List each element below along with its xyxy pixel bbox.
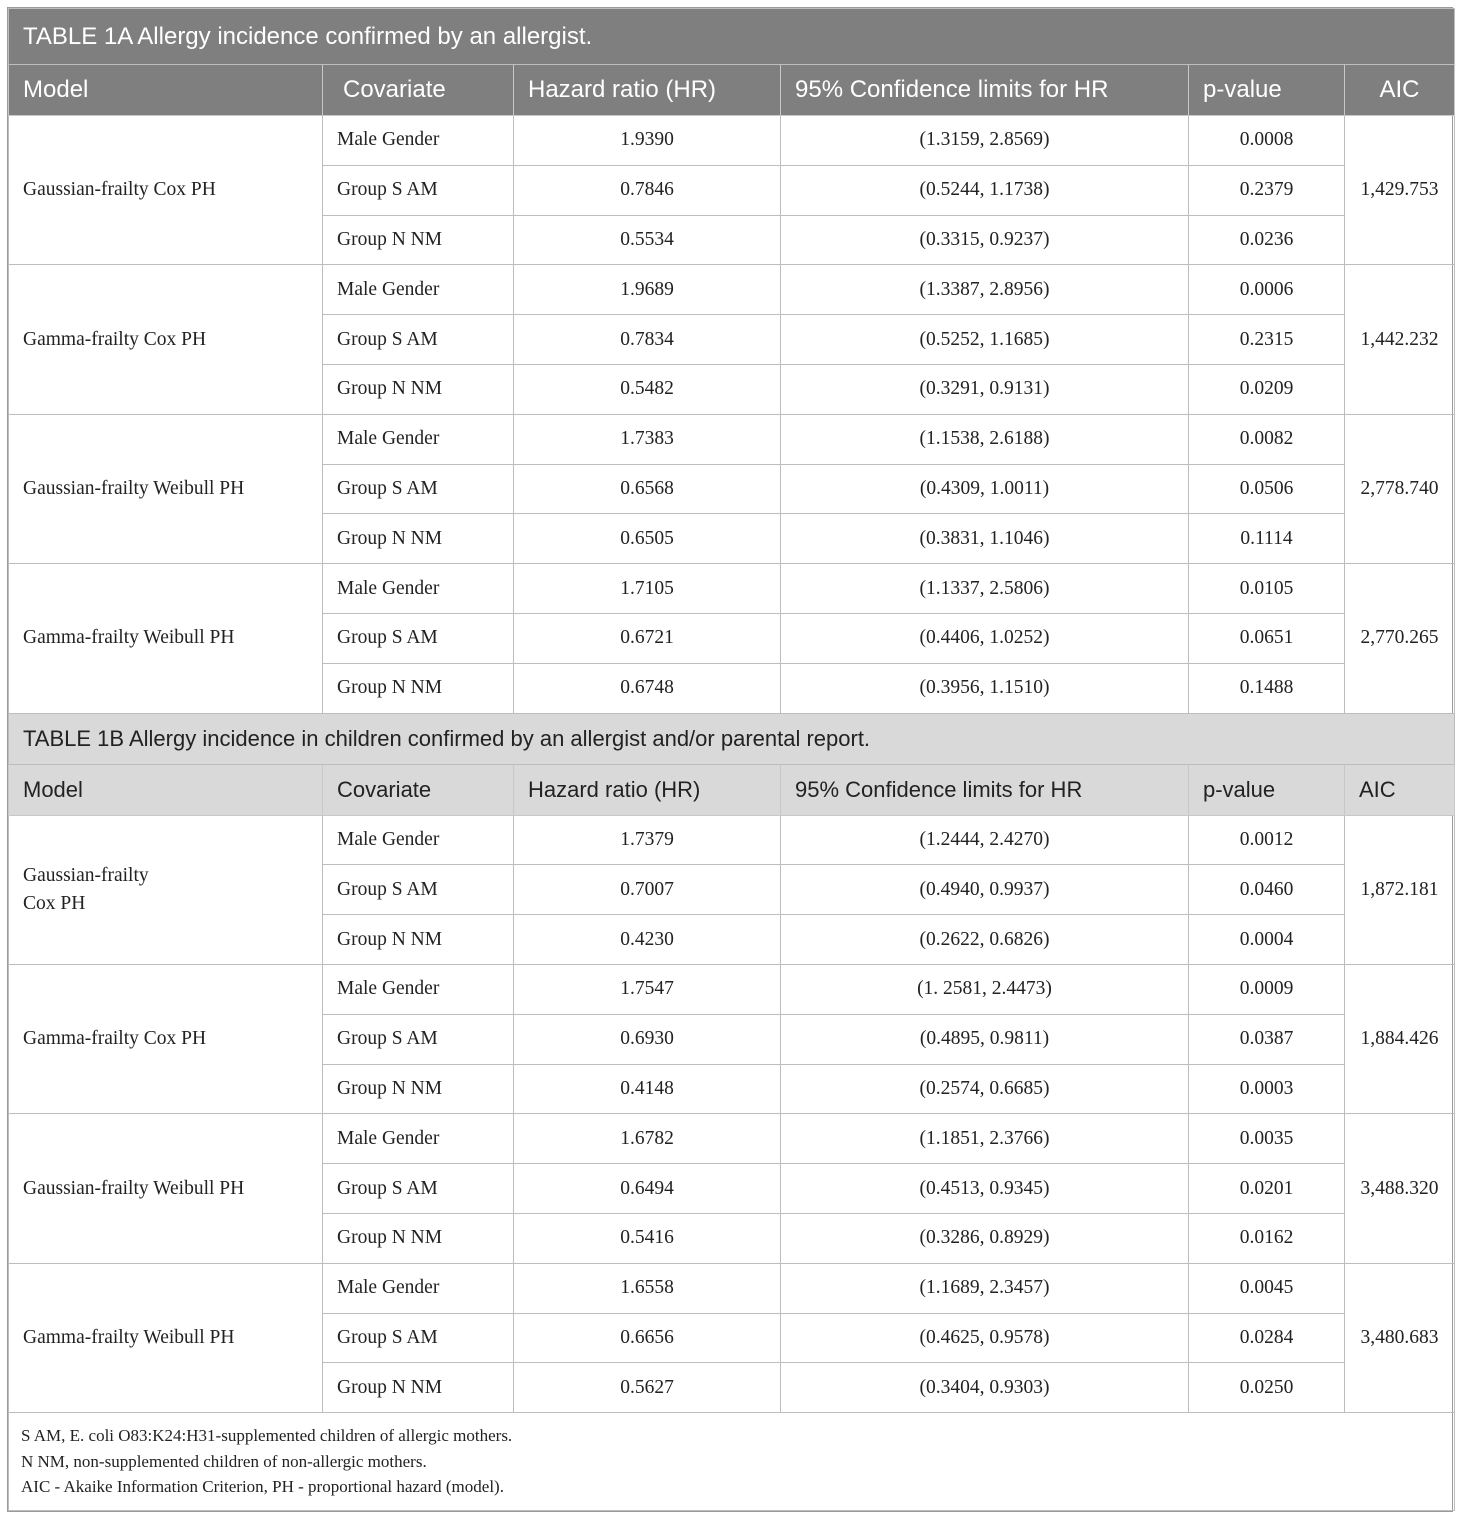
p-value-cell: 0.0045 (1189, 1263, 1345, 1313)
footnote-s-am: S AM, E. coli O83:K24:H31-supplemented children of allergic mothers. (21, 1426, 513, 1446)
hazard-ratio-cell: 1.7547 (514, 964, 781, 1014)
hazard-ratio-cell: 0.5627 (514, 1363, 781, 1413)
confidence-limits-cell: (1.1337, 2.5806) (781, 564, 1189, 614)
hazard-ratio-cell: 0.6930 (514, 1014, 781, 1064)
model-name-cell: Gaussian-frailty Weibull PH (9, 1114, 323, 1263)
p-value-cell: 0.2315 (1189, 315, 1345, 365)
hazard-ratio-cell: 0.6721 (514, 613, 781, 663)
column-header-aic: AIC (1345, 764, 1455, 815)
confidence-limits-cell: (0.3291, 0.9131) (781, 364, 1189, 414)
hazard-ratio-cell: 1.6558 (514, 1263, 781, 1313)
covariate-cell: Group S AM (323, 1014, 514, 1064)
aic-cell: 1,442.232 (1345, 265, 1455, 414)
confidence-limits-cell: (0.2622, 0.6826) (781, 915, 1189, 965)
table-1a-title: TABLE 1A Allergy incidence confirmed by an allergist. (9, 9, 1455, 65)
aic-cell: 1,429.753 (1345, 116, 1455, 265)
column-header-confidence-limits: 95% Confidence limits for HR (781, 764, 1189, 815)
p-value-cell: 0.0012 (1189, 815, 1345, 865)
confidence-limits-cell: (0.4406, 1.0252) (781, 613, 1189, 663)
hazard-ratio-cell: 0.4148 (514, 1064, 781, 1114)
footnote-n-nm: N NM, non-supplemented children of non-allergic mothers. (21, 1451, 427, 1471)
model-name-line: Cox PH (23, 892, 86, 914)
aic-cell: 2,770.265 (1345, 564, 1455, 713)
confidence-limits-cell: (1.2444, 2.4270) (781, 815, 1189, 865)
confidence-limits-cell: (1.1689, 2.3457) (781, 1263, 1189, 1313)
hazard-ratio-cell: 0.7834 (514, 315, 781, 365)
p-value-cell: 0.0006 (1189, 265, 1345, 315)
hazard-ratio-cell: 0.5482 (514, 364, 781, 414)
confidence-limits-cell: (0.2574, 0.6685) (781, 1064, 1189, 1114)
hazard-ratio-cell: 0.6656 (514, 1313, 781, 1363)
hazard-ratio-cell: 0.6494 (514, 1164, 781, 1214)
confidence-limits-cell: (0.3315, 0.9237) (781, 215, 1189, 265)
hazard-ratio-cell: 0.6505 (514, 514, 781, 564)
p-value-cell: 0.0009 (1189, 964, 1345, 1014)
covariate-cell: Group N NM (323, 364, 514, 414)
model-name-cell: Gaussian-frailty Weibull PH (9, 414, 323, 563)
covariate-cell: Group S AM (323, 464, 514, 514)
covariate-cell: Group N NM (323, 663, 514, 713)
p-value-cell: 0.0162 (1189, 1213, 1345, 1263)
table-row (9, 964, 1455, 1014)
p-value-cell: 0.0003 (1189, 1064, 1345, 1114)
covariate-cell: Group S AM (323, 865, 514, 915)
column-header-covariate: Covariate (323, 65, 514, 116)
confidence-limits-cell: (0.3831, 1.1046) (781, 514, 1189, 564)
hazard-ratio-cell: 0.7007 (514, 865, 781, 915)
covariate-cell: Group S AM (323, 1313, 514, 1363)
hazard-ratio-cell: 0.7846 (514, 165, 781, 215)
covariate-cell: Male Gender (323, 1263, 514, 1313)
p-value-cell: 0.0004 (1189, 915, 1345, 965)
hazard-ratio-cell: 0.4230 (514, 915, 781, 965)
covariate-cell: Group S AM (323, 165, 514, 215)
table-row (9, 414, 1455, 464)
model-name-cell: Gamma-frailty Weibull PH (9, 564, 323, 713)
model-name-cell: Gamma-frailty Cox PH (9, 964, 323, 1113)
hazard-ratio-cell: 1.7383 (514, 414, 781, 464)
results-table-container (7, 7, 1453, 1512)
column-header-aic: AIC (1345, 65, 1455, 116)
p-value-cell: 0.0250 (1189, 1363, 1345, 1413)
hazard-ratio-cell: 1.6782 (514, 1114, 781, 1164)
confidence-limits-cell: (0.4895, 0.9811) (781, 1014, 1189, 1064)
covariate-cell: Group N NM (323, 915, 514, 965)
model-name-line: Gaussian-frailty (23, 864, 149, 886)
covariate-cell: Group N NM (323, 215, 514, 265)
model-name-cell: Gamma-frailty Cox PH (9, 265, 323, 414)
covariate-cell: Group S AM (323, 1164, 514, 1214)
p-value-cell: 0.0105 (1189, 564, 1345, 614)
confidence-limits-cell: (0.4513, 0.9345) (781, 1164, 1189, 1214)
hazard-ratio-cell: 1.7105 (514, 564, 781, 614)
hazard-ratio-cell: 1.9390 (514, 116, 781, 166)
aic-cell: 3,480.683 (1345, 1263, 1455, 1412)
confidence-limits-cell: (0.3404, 0.9303) (781, 1363, 1189, 1413)
confidence-limits-cell: (0.3286, 0.8929) (781, 1213, 1189, 1263)
p-value-cell: 0.0506 (1189, 464, 1345, 514)
hazard-ratio-cell: 1.7379 (514, 815, 781, 865)
column-header-hazard-ratio: Hazard ratio (HR) (514, 65, 781, 116)
hazard-ratio-cell: 0.6748 (514, 663, 781, 713)
p-value-cell: 0.0209 (1189, 364, 1345, 414)
table-row (9, 116, 1455, 166)
p-value-cell: 0.0651 (1189, 613, 1345, 663)
table-row (9, 1114, 1455, 1164)
covariate-cell: Male Gender (323, 265, 514, 315)
p-value-cell: 0.0035 (1189, 1114, 1345, 1164)
aic-cell: 1,872.181 (1345, 815, 1455, 964)
table-row (9, 815, 1455, 865)
table-1b-header-row (9, 764, 1455, 815)
hazard-ratio-table (8, 8, 1455, 1511)
confidence-limits-cell: (0.4940, 0.9937) (781, 865, 1189, 915)
aic-cell: 2,778.740 (1345, 414, 1455, 563)
covariate-cell: Male Gender (323, 414, 514, 464)
column-header-model: Model (9, 65, 323, 116)
model-name-cell: Gamma-frailty Weibull PH (9, 1263, 323, 1412)
confidence-limits-cell: (1. 2581, 2.4473) (781, 964, 1189, 1014)
p-value-cell: 0.2379 (1189, 165, 1345, 215)
covariate-cell: Male Gender (323, 564, 514, 614)
aic-cell: 3,488.320 (1345, 1114, 1455, 1263)
confidence-limits-cell: (0.5244, 1.1738) (781, 165, 1189, 215)
hazard-ratio-cell: 0.5416 (514, 1213, 781, 1263)
p-value-cell: 0.0387 (1189, 1014, 1345, 1064)
p-value-cell: 0.1114 (1189, 514, 1345, 564)
footnote-aic-ph: AIC - Akaike Information Criterion, PH - proportional hazard (model). (21, 1477, 504, 1497)
covariate-cell: Group N NM (323, 1064, 514, 1114)
aic-cell: 1,884.426 (1345, 964, 1455, 1113)
p-value-cell: 0.0201 (1189, 1164, 1345, 1214)
covariate-cell: Male Gender (323, 815, 514, 865)
p-value-cell: 0.0008 (1189, 116, 1345, 166)
covariate-cell: Group N NM (323, 1213, 514, 1263)
column-header-hazard-ratio: Hazard ratio (HR) (514, 764, 781, 815)
confidence-limits-cell: (0.5252, 1.1685) (781, 315, 1189, 365)
table-footnotes (9, 1413, 1455, 1511)
column-header-p-value: p-value (1189, 65, 1345, 116)
hazard-ratio-cell: 0.6568 (514, 464, 781, 514)
covariate-cell: Male Gender (323, 1114, 514, 1164)
table-1a-header-row (9, 65, 1455, 116)
column-header-p-value: p-value (1189, 764, 1345, 815)
confidence-limits-cell: (1.3159, 2.8569) (781, 116, 1189, 166)
covariate-cell: Male Gender (323, 964, 514, 1014)
p-value-cell: 0.0082 (1189, 414, 1345, 464)
p-value-cell: 0.0236 (1189, 215, 1345, 265)
covariate-cell: Group N NM (323, 514, 514, 564)
p-value-cell: 0.1488 (1189, 663, 1345, 713)
model-name-cell: Gaussian-frailty Cox PH (9, 116, 323, 265)
p-value-cell: 0.0284 (1189, 1313, 1345, 1363)
confidence-limits-cell: (1.1851, 2.3766) (781, 1114, 1189, 1164)
table-row (9, 1263, 1455, 1313)
covariate-cell: Group N NM (323, 1363, 514, 1413)
confidence-limits-cell: (0.4309, 1.0011) (781, 464, 1189, 514)
table-row (9, 265, 1455, 315)
covariate-cell: Group S AM (323, 613, 514, 663)
covariate-cell: Male Gender (323, 116, 514, 166)
column-header-confidence-limits: 95% Confidence limits for HR (781, 65, 1189, 116)
hazard-ratio-cell: 0.5534 (514, 215, 781, 265)
table-1b-title: TABLE 1B Allergy incidence in children confirmed by an allergist and/or parental report. (9, 713, 1455, 764)
model-name-cell (9, 815, 323, 964)
column-header-covariate: Covariate (323, 764, 514, 815)
table-row (9, 564, 1455, 614)
confidence-limits-cell: (1.1538, 2.6188) (781, 414, 1189, 464)
column-header-model: Model (9, 764, 323, 815)
p-value-cell: 0.0460 (1189, 865, 1345, 915)
confidence-limits-cell: (1.3387, 2.8956) (781, 265, 1189, 315)
hazard-ratio-cell: 1.9689 (514, 265, 781, 315)
covariate-cell: Group S AM (323, 315, 514, 365)
confidence-limits-cell: (0.4625, 0.9578) (781, 1313, 1189, 1363)
confidence-limits-cell: (0.3956, 1.1510) (781, 663, 1189, 713)
